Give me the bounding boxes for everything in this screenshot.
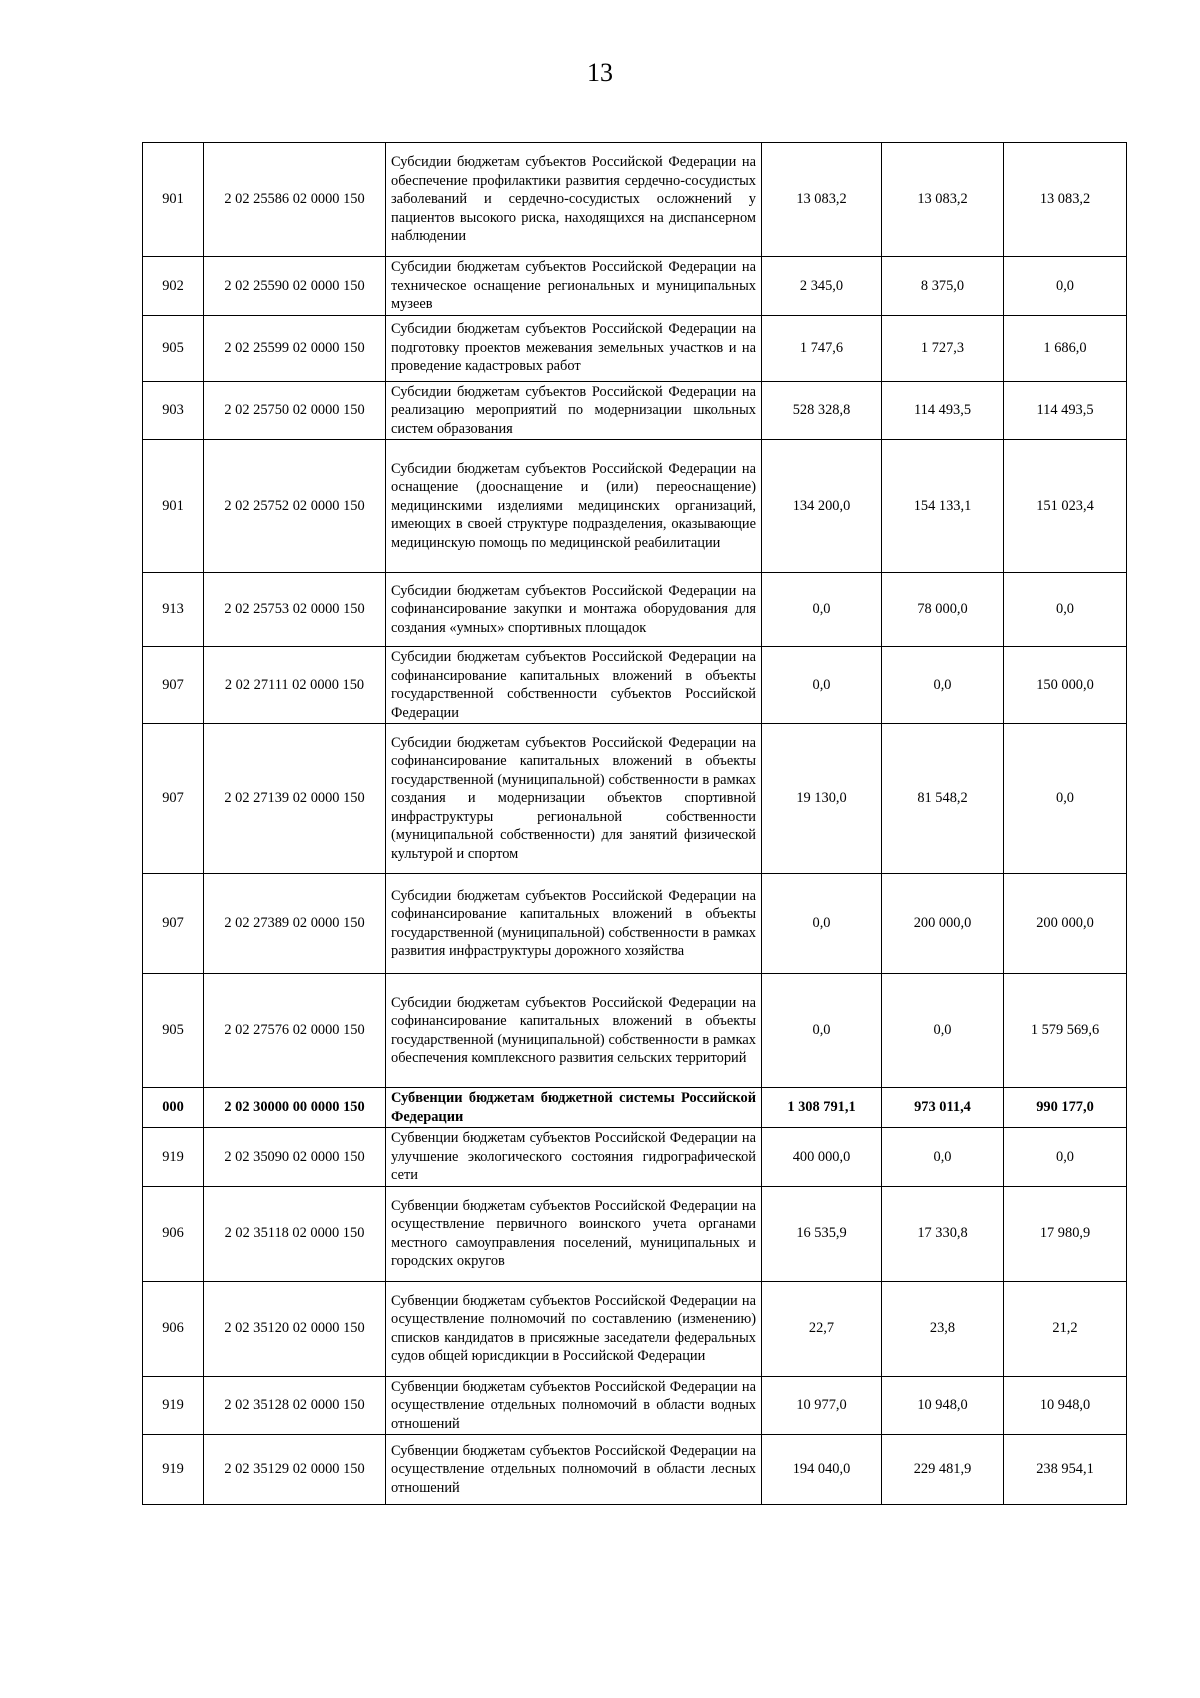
table-row [143, 143, 1127, 257]
budget-code-cell: 2 02 25586 02 0000 150 [204, 143, 386, 257]
budget-code-cell: 2 02 25752 02 0000 150 [204, 440, 386, 573]
admin-code-cell: 919 [143, 1435, 204, 1505]
amount-year1-cell: 13 083,2 [762, 143, 882, 257]
revenue-name-cell: Субсидии бюджетам субъектов Российской Федерации на софинансирование капитальных вложений в объекты государственной (муниципальной) собственности в рамках развития инфраструктуры дорожного хозяйства [386, 874, 762, 974]
amount-year2-cell: 0,0 [882, 1128, 1004, 1187]
budget-code-cell: 2 02 27139 02 0000 150 [204, 724, 386, 874]
amount-year2-cell: 81 548,2 [882, 724, 1004, 874]
admin-code-cell: 903 [143, 381, 204, 440]
table-row [143, 1376, 1127, 1435]
amount-year1-cell: 1 308 791,1 [762, 1088, 882, 1128]
table-row [143, 1435, 1127, 1505]
amount-year2-cell: 23,8 [882, 1281, 1004, 1376]
budget-code-cell: 2 02 25599 02 0000 150 [204, 315, 386, 381]
revenue-name-cell: Субсидии бюджетам субъектов Российской Федерации на обеспечение профилактики развития сердечно-сосудистых заболеваний и сердечно-сосудистых осложнений у пациентов высокого риска, находящихся на диспансерном наблюдении [386, 143, 762, 257]
budget-code-cell: 2 02 30000 00 0000 150 [204, 1088, 386, 1128]
amount-year2-cell: 13 083,2 [882, 143, 1004, 257]
revenue-name-cell: Субвенции бюджетам бюджетной системы Российской Федерации [386, 1088, 762, 1128]
amount-year2-cell: 0,0 [882, 974, 1004, 1088]
amount-year2-cell: 8 375,0 [882, 257, 1004, 316]
amount-year1-cell: 528 328,8 [762, 381, 882, 440]
amount-year3-cell: 1 579 569,6 [1004, 974, 1127, 1088]
admin-code-cell: 000 [143, 1088, 204, 1128]
amount-year1-cell: 0,0 [762, 974, 882, 1088]
amount-year3-cell: 151 023,4 [1004, 440, 1127, 573]
table-row [143, 440, 1127, 573]
amount-year3-cell: 21,2 [1004, 1281, 1127, 1376]
amount-year2-cell: 200 000,0 [882, 874, 1004, 974]
amount-year1-cell: 10 977,0 [762, 1376, 882, 1435]
revenue-name-cell: Субвенции бюджетам субъектов Российской Федерации на осуществление первичного воинского учета органами местного самоуправления поселений, муниципальных и городских округов [386, 1186, 762, 1281]
budget-code-cell: 2 02 35128 02 0000 150 [204, 1376, 386, 1435]
revenue-name-cell: Субсидии бюджетам субъектов Российской Федерации на софинансирование капитальных вложений в объекты государственной (муниципальной) собственности в рамках создания и модернизации объектов спортивной инфраструктуры региональной собственности (муниципальной собственности) для занятий физической культурой и спортом [386, 724, 762, 874]
table-row [143, 257, 1127, 316]
amount-year3-cell: 150 000,0 [1004, 647, 1127, 724]
page-number: 13 [587, 58, 613, 87]
amount-year1-cell: 16 535,9 [762, 1186, 882, 1281]
table-row [143, 1186, 1127, 1281]
admin-code-cell: 907 [143, 724, 204, 874]
amount-year1-cell: 194 040,0 [762, 1435, 882, 1505]
admin-code-cell: 901 [143, 440, 204, 573]
amount-year2-cell: 973 011,4 [882, 1088, 1004, 1128]
revenue-name-cell: Субсидии бюджетам субъектов Российской Федерации на техническое оснащение региональных и муниципальных музеев [386, 257, 762, 316]
revenue-name-cell: Субсидии бюджетам субъектов Российской Федерации на софинансирование капитальных вложений в объекты государственной собственности субъектов Российской Федерации [386, 647, 762, 724]
table-body [143, 143, 1127, 1505]
amount-year1-cell: 400 000,0 [762, 1128, 882, 1187]
table-row [143, 1088, 1127, 1128]
admin-code-cell: 906 [143, 1281, 204, 1376]
amount-year3-cell: 0,0 [1004, 257, 1127, 316]
budget-code-cell: 2 02 27576 02 0000 150 [204, 974, 386, 1088]
amount-year3-cell: 0,0 [1004, 724, 1127, 874]
amount-year2-cell: 229 481,9 [882, 1435, 1004, 1505]
amount-year3-cell: 13 083,2 [1004, 143, 1127, 257]
amount-year1-cell: 134 200,0 [762, 440, 882, 573]
amount-year1-cell: 2 345,0 [762, 257, 882, 316]
budget-code-cell: 2 02 27111 02 0000 150 [204, 647, 386, 724]
budget-code-cell: 2 02 25750 02 0000 150 [204, 381, 386, 440]
admin-code-cell: 905 [143, 315, 204, 381]
amount-year3-cell: 238 954,1 [1004, 1435, 1127, 1505]
table-row [143, 647, 1127, 724]
amount-year1-cell: 0,0 [762, 874, 882, 974]
amount-year1-cell: 1 747,6 [762, 315, 882, 381]
table-row [143, 315, 1127, 381]
amount-year3-cell: 17 980,9 [1004, 1186, 1127, 1281]
amount-year3-cell: 10 948,0 [1004, 1376, 1127, 1435]
revenue-name-cell: Субсидии бюджетам субъектов Российской Федерации на реализацию мероприятий по модернизации школьных систем образования [386, 381, 762, 440]
amount-year3-cell: 0,0 [1004, 573, 1127, 647]
amount-year1-cell: 0,0 [762, 647, 882, 724]
revenue-name-cell: Субвенции бюджетам субъектов Российской Федерации на осуществление отдельных полномочий в области лесных отношений [386, 1435, 762, 1505]
amount-year2-cell: 154 133,1 [882, 440, 1004, 573]
budget-code-cell: 2 02 35129 02 0000 150 [204, 1435, 386, 1505]
budget-code-cell: 2 02 35090 02 0000 150 [204, 1128, 386, 1187]
amount-year2-cell: 10 948,0 [882, 1376, 1004, 1435]
admin-code-cell: 902 [143, 257, 204, 316]
table-row [143, 381, 1127, 440]
amount-year1-cell: 0,0 [762, 573, 882, 647]
budget-code-cell: 2 02 35120 02 0000 150 [204, 1281, 386, 1376]
revenue-name-cell: Субсидии бюджетам субъектов Российской Федерации на софинансирование закупки и монтажа оборудования для создания «умных» спортивных площадок [386, 573, 762, 647]
revenue-name-cell: Субсидии бюджетам субъектов Российской Федерации на софинансирование капитальных вложений в объекты государственной (муниципальной) собственности в рамках обеспечения комплексного развития сельских территорий [386, 974, 762, 1088]
revenue-name-cell: Субсидии бюджетам субъектов Российской Федерации на подготовку проектов межевания земельных участков и на проведение кадастровых работ [386, 315, 762, 381]
budget-code-cell: 2 02 25590 02 0000 150 [204, 257, 386, 316]
amount-year3-cell: 114 493,5 [1004, 381, 1127, 440]
budget-code-cell: 2 02 35118 02 0000 150 [204, 1186, 386, 1281]
table-row [143, 974, 1127, 1088]
admin-code-cell: 907 [143, 647, 204, 724]
admin-code-cell: 907 [143, 874, 204, 974]
revenue-name-cell: Субвенции бюджетам субъектов Российской Федерации на улучшение экологического состояния гидрографической сети [386, 1128, 762, 1187]
admin-code-cell: 905 [143, 974, 204, 1088]
table-row [143, 724, 1127, 874]
amount-year2-cell: 78 000,0 [882, 573, 1004, 647]
revenue-name-cell: Субвенции бюджетам субъектов Российской Федерации на осуществление отдельных полномочий в области водных отношений [386, 1376, 762, 1435]
admin-code-cell: 906 [143, 1186, 204, 1281]
amount-year2-cell: 1 727,3 [882, 315, 1004, 381]
admin-code-cell: 901 [143, 143, 204, 257]
admin-code-cell: 919 [143, 1128, 204, 1187]
budget-code-cell: 2 02 25753 02 0000 150 [204, 573, 386, 647]
admin-code-cell: 913 [143, 573, 204, 647]
amount-year3-cell: 990 177,0 [1004, 1088, 1127, 1128]
budget-code-cell: 2 02 27389 02 0000 150 [204, 874, 386, 974]
table-row [143, 1128, 1127, 1187]
amount-year1-cell: 22,7 [762, 1281, 882, 1376]
amount-year2-cell: 114 493,5 [882, 381, 1004, 440]
revenue-name-cell: Субсидии бюджетам субъектов Российской Федерации на оснащение (дооснащение и (или) переоснащение) медицинскими изделиями медицинских организаций, имеющих в своей структуре подразделения, оказывающие медицинскую помощь по медицинской реабилитации [386, 440, 762, 573]
table-row [143, 1281, 1127, 1376]
table-row [143, 874, 1127, 974]
budget-revenue-table [142, 142, 1127, 1505]
amount-year2-cell: 17 330,8 [882, 1186, 1004, 1281]
amount-year1-cell: 19 130,0 [762, 724, 882, 874]
amount-year2-cell: 0,0 [882, 647, 1004, 724]
admin-code-cell: 919 [143, 1376, 204, 1435]
revenue-name-cell: Субвенции бюджетам субъектов Российской Федерации на осуществление полномочий по составлению (изменению) списков кандидатов в присяжные заседатели федеральных судов общей юрисдикции в Российской Федерации [386, 1281, 762, 1376]
amount-year3-cell: 200 000,0 [1004, 874, 1127, 974]
amount-year3-cell: 0,0 [1004, 1128, 1127, 1187]
amount-year3-cell: 1 686,0 [1004, 315, 1127, 381]
table-row [143, 573, 1127, 647]
